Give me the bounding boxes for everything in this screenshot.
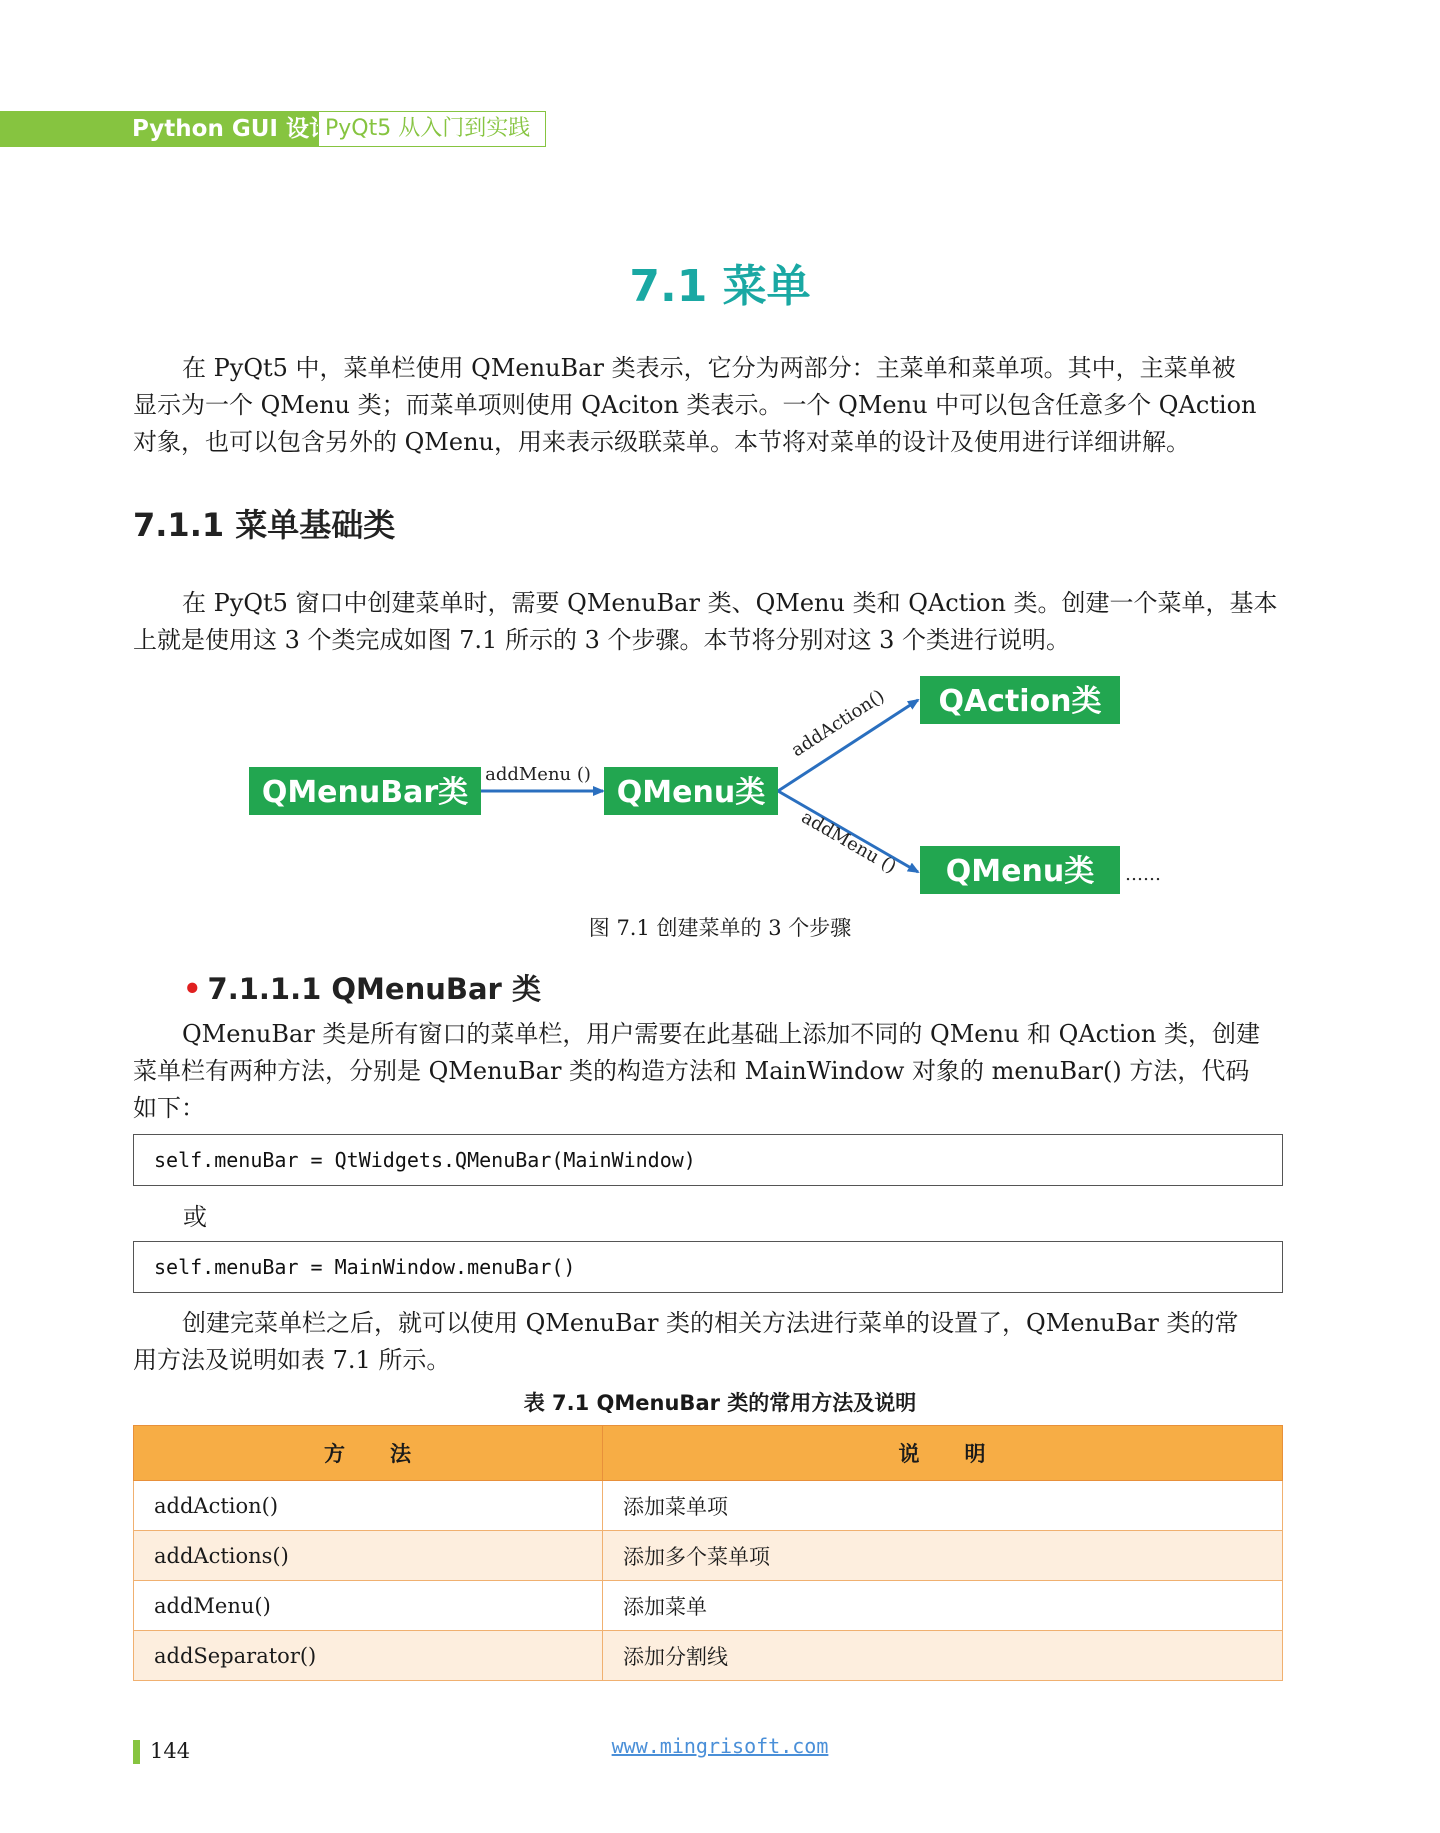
page-number: 144: [150, 1739, 191, 1763]
book-subtitle: PyQt5 从入门到实践: [318, 111, 546, 147]
after-code-paragraph: [133, 1305, 1283, 1379]
edge-add-action-label: addAction(): [787, 685, 889, 762]
subsection-line: 菜单栏有两种方法，分别是 QMenuBar 类的构造方法和 MainWindow 对象的 menuBar() 方法，代码: [133, 1057, 1250, 1085]
subsection-paragraph: [133, 1016, 1283, 1127]
subsection-title-text: 7.1.1.1 QMenuBar 类: [207, 972, 541, 1006]
table-row: [134, 1481, 1283, 1531]
table-cell-method: addMenu(): [134, 1581, 603, 1631]
section-line: 上就是使用这 3 个类完成如图 7.1 所示的 3 个步骤。本节将分别对这 3 个类进行说明。: [133, 626, 1071, 654]
node-qmenubar-label: QMenuBar类: [261, 775, 469, 810]
table-cell-method: addActions(): [134, 1531, 603, 1581]
code-block-1: [133, 1134, 1283, 1186]
node-qmenu-label: QMenu类: [616, 775, 766, 810]
section-title: 7.1.1 菜单基础类: [133, 506, 396, 544]
table-header-description: 说 明: [603, 1426, 1283, 1481]
figure-caption: 图 7.1 创建菜单的 3 个步骤: [588, 916, 852, 940]
code-block-2: [133, 1241, 1283, 1293]
footer-website: [0, 1734, 1440, 1758]
table-caption: 表 7.1 QMenuBar 类的常用方法及说明: [523, 1391, 917, 1415]
after-code-line: 创建完菜单栏之后，就可以使用 QMenuBar 类的相关方法进行菜单的设置了，QMenuBar 类的常: [182, 1309, 1239, 1337]
node-qmenu-sub-label: QMenu类: [945, 854, 1095, 889]
chapter-title: 7.1 菜单: [629, 261, 811, 312]
intro-line: 对象，也可以包含另外的 QMenu，用来表示级联菜单。本节将对菜单的设计及使用进行详细讲解。: [133, 428, 1190, 456]
table-cell-description: 添加菜单项: [603, 1481, 1283, 1531]
bullet-icon: •: [183, 972, 202, 1006]
table-cell-method: addSeparator(): [134, 1631, 603, 1681]
section-line: 在 PyQt5 窗口中创建菜单时，需要 QMenuBar 类、QMenu 类和 QAction 类。创建一个菜单，基本: [182, 589, 1278, 617]
section-paragraph: [133, 585, 1283, 659]
website-link[interactable]: www.mingrisoft.com: [611, 1734, 829, 1758]
methods-table: [133, 1425, 1283, 1681]
subsection-line: 如下：: [133, 1094, 205, 1122]
after-code-line: 用方法及说明如表 7.1 所示。: [133, 1346, 451, 1374]
edge-add-menu-label: addMenu (): [485, 764, 591, 785]
intro-paragraph: [133, 350, 1283, 461]
table-header-method: 方 法: [134, 1426, 603, 1481]
code-line: self.menuBar = QtWidgets.QMenuBar(MainWindow): [154, 1148, 696, 1172]
table-cell-description: 添加多个菜单项: [603, 1531, 1283, 1581]
subsection-line: QMenuBar 类是所有窗口的菜单栏，用户需要在此基础上添加不同的 QMenu 和 QAction 类，创建: [182, 1020, 1260, 1048]
table-cell-description: 添加菜单: [603, 1581, 1283, 1631]
table-row: [134, 1631, 1283, 1681]
table-row: [134, 1531, 1283, 1581]
table-cell-description: 添加分割线: [603, 1631, 1283, 1681]
or-text: 或: [183, 1203, 207, 1231]
subsection-title: [183, 967, 541, 1008]
intro-line: 在 PyQt5 中，菜单栏使用 QMenuBar 类表示，它分为两部分：主菜单和菜单项。其中，主菜单被: [182, 354, 1236, 382]
table-cell-method: addAction(): [134, 1481, 603, 1531]
book-title: Python GUI 设计: [132, 116, 332, 142]
edge-add-submenu-label: addMenu (): [797, 806, 900, 878]
code-line: self.menuBar = MainWindow.menuBar(): [154, 1255, 576, 1279]
diagram-ellipsis: ……: [1125, 864, 1161, 885]
menu-diagram: [133, 660, 1283, 920]
table-header-row: [134, 1426, 1283, 1481]
intro-line: 显示为一个 QMenu 类；而菜单项则使用 QAciton 类表示。一个 QMenu 中可以包含任意多个 QAction: [133, 391, 1257, 419]
table-row: [134, 1581, 1283, 1631]
node-qaction-label: QAction类: [938, 684, 1102, 719]
